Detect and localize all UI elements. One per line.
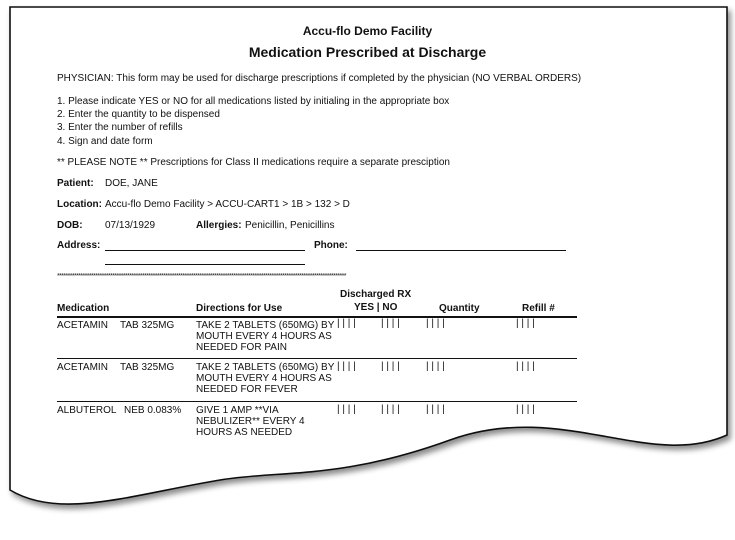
col-yes-no: YES | NO — [354, 302, 398, 313]
med-form: TAB 325MG — [120, 320, 175, 331]
address-line-2[interactable] — [105, 264, 305, 265]
med-form: NEB 0.083% — [124, 405, 182, 416]
discharged-rx-header: Discharged RX — [340, 289, 412, 300]
refill-box-divider[interactable]: | | | | — [516, 404, 535, 415]
yes-box-divider[interactable]: | | | | — [337, 318, 356, 329]
yes-box-divider[interactable]: | | | | — [337, 361, 356, 372]
location-value: Accu-flo Demo Facility > ACCU-CART1 > 1B > 132 > D — [105, 199, 350, 210]
quantity-box-divider[interactable]: | | | | — [426, 404, 445, 415]
phone-label: Phone: — [314, 240, 348, 251]
location-label: Location: — [57, 199, 102, 210]
med-name: ACETAMIN — [57, 362, 108, 373]
dob-value: 07/13/1929 — [105, 220, 156, 231]
address-line[interactable] — [105, 250, 305, 251]
instruction-step: 3. Enter the number of refills — [57, 122, 183, 133]
col-medication: Medication — [57, 303, 110, 314]
instruction-step: 2. Enter the quantity to be dispensed — [57, 109, 220, 120]
asterisk-separator: **************************************************************************************************************************************** — [57, 273, 346, 280]
instruction-step: 1. Please indicate YES or NO for all medications listed by initialing in the appropriate box — [57, 96, 450, 107]
form-title: Medication Prescribed at Discharge — [248, 44, 487, 60]
allergies-label: Allergies: — [196, 220, 242, 231]
dob-label: DOB: — [57, 220, 83, 231]
no-box-divider[interactable]: | | | | — [381, 318, 400, 329]
patient-label: Patient: — [57, 178, 94, 189]
med-name: ALBUTEROL — [57, 405, 117, 416]
address-label: Address: — [57, 240, 101, 251]
facility-name: Accu-flo Demo Facility — [302, 24, 433, 38]
col-directions: Directions for Use — [196, 303, 283, 314]
col-refill: Refill # — [522, 303, 555, 314]
class-ii-note: ** PLEASE NOTE ** Prescriptions for Class II medications require a separate presciption — [57, 157, 450, 168]
yes-box-divider[interactable]: | | | | — [337, 404, 356, 415]
quantity-box-divider[interactable]: | | | | — [426, 318, 445, 329]
med-directions: GIVE 1 AMP **VIA NEBULIZER** EVERY 4 HOURS AS NEEDED — [196, 405, 305, 438]
patient-name: DOE, JANE — [105, 178, 158, 189]
no-box-divider[interactable]: | | | | — [381, 361, 400, 372]
allergies-value: Penicillin, Penicillins — [245, 220, 335, 231]
physician-note: PHYSICIAN: This form may be used for discharge prescriptions if completed by the physician (NO VERBAL ORDERS) — [57, 73, 582, 84]
col-quantity: Quantity — [439, 303, 480, 314]
med-directions: TAKE 2 TABLETS (650MG) BY MOUTH EVERY 4 HOURS AS NEEDED FOR PAIN — [196, 320, 335, 353]
med-name: ACETAMIN — [57, 320, 108, 331]
row-rule — [57, 358, 577, 359]
row-rule — [57, 401, 577, 402]
no-box-divider[interactable]: | | | | — [381, 404, 400, 415]
phone-line[interactable] — [356, 250, 566, 251]
refill-box-divider[interactable]: | | | | — [516, 318, 535, 329]
med-form: TAB 325MG — [120, 362, 175, 373]
med-directions: TAKE 2 TABLETS (650MG) BY MOUTH EVERY 4 HOURS AS NEEDED FOR FEVER — [196, 362, 335, 395]
refill-box-divider[interactable]: | | | | — [516, 361, 535, 372]
instruction-step: 4. Sign and date form — [57, 136, 153, 147]
quantity-box-divider[interactable]: | | | | — [426, 361, 445, 372]
header-rule — [57, 316, 577, 318]
